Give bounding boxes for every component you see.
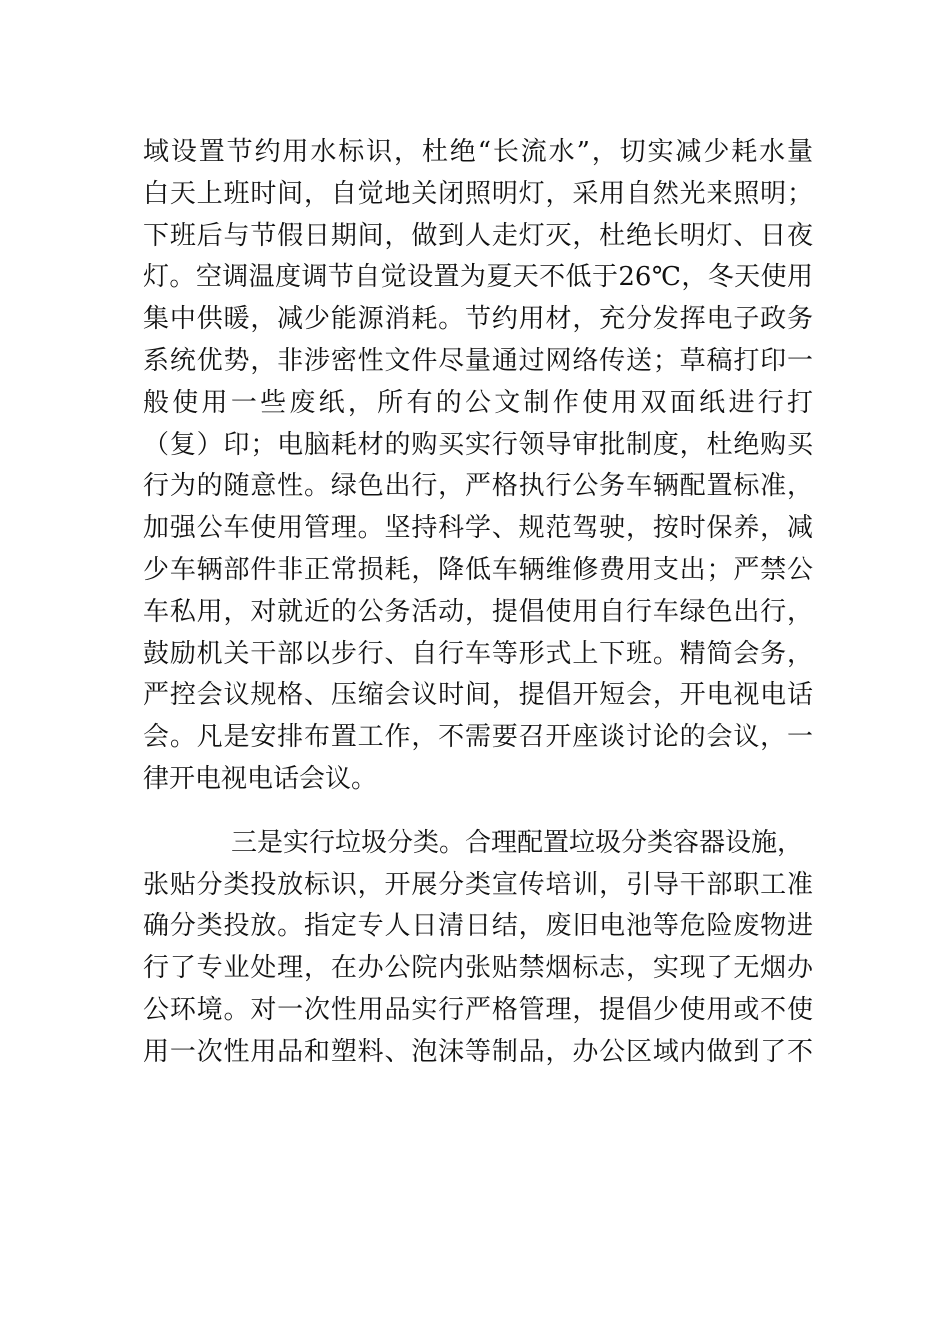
text-line: 系统优势，非涉密性文件尽量通过网络传送；草稿打印一	[143, 345, 813, 376]
text-line: 张贴分类投放标识，开展分类宣传培训，引导干部职工准	[143, 869, 813, 900]
text-line: 会。凡是安排布置工作，不需要召开座谈讨论的会议，一	[143, 722, 813, 753]
text-line: 用一次性用品和塑料、泡沫等制品，办公区域内做到了不	[143, 1036, 813, 1067]
text-line: （复）印；电脑耗材的购买实行领导审批制度，杜绝购买	[143, 429, 813, 460]
text-line: 严控会议规格、压缩会议时间，提倡开短会，开电视电话	[143, 680, 813, 711]
body-text	[143, 132, 813, 1074]
text-line: 加强公车使用管理。坚持科学、规范驾驶，按时保养，减	[143, 513, 813, 544]
text-line: 少车辆部件非正常损耗，降低车辆维修费用支出；严禁公	[143, 554, 813, 585]
text-line: 般使用一些废纸，所有的公文制作使用双面纸进行打	[143, 387, 813, 418]
paragraph-end-line: 律开电视电话会议。	[143, 763, 378, 794]
text-line: 行了专业处理，在办公院内张贴禁烟标志，实现了无烟办	[143, 953, 813, 984]
paragraph-first-line: 三是实行垃圾分类。合理配置垃圾分类容器设施，	[231, 827, 804, 858]
text-line: 行为的随意性。绿色出行，严格执行公务车辆配置标准，	[143, 471, 813, 502]
text-line: 公环境。对一次性用品实行严格管理，提倡少使用或不使	[143, 994, 813, 1025]
text-line: 下班后与节假日期间，做到人走灯灭，杜绝长明灯、日夜	[143, 220, 813, 251]
text-line: 集中供暖，减少能源消耗。节约用材，充分发挥电子政务	[143, 304, 813, 335]
text-line: 车私用，对就近的公务活动，提倡使用自行车绿色出行，	[143, 596, 813, 627]
text-line: 确分类投放。指定专人日清日结，废旧电池等危险废物进	[143, 911, 813, 942]
text-line: 白天上班时间，自觉地关闭照明灯，采用自然光来照明；	[143, 178, 813, 209]
text-line: 鼓励机关干部以步行、自行车等形式上下班。精简会务，	[143, 638, 813, 669]
text-line: 灯。空调温度调节自觉设置为夏天不低于26℃，冬天使用	[143, 262, 813, 293]
text-line: 域设置节约用水标识，杜绝“长流水”，切实减少耗水量	[143, 137, 813, 167]
